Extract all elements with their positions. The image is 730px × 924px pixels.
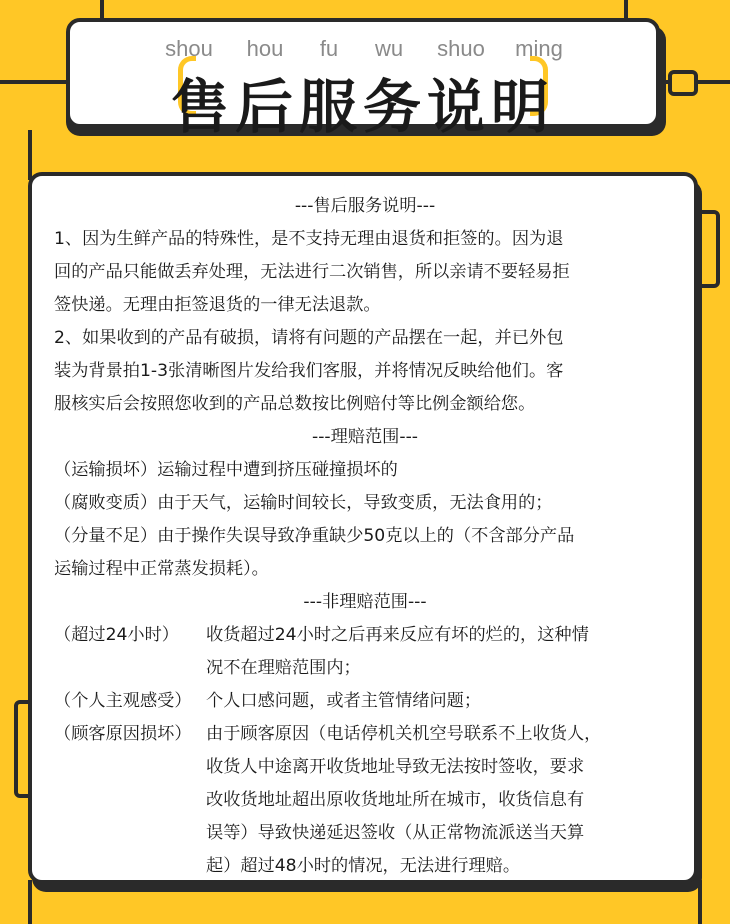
nonclaim-text-line: 误等）导致快递延迟签收（从正常物流派送当天算 xyxy=(206,823,585,843)
paragraph-1-line-2: 回的产品只能做丢弃处理，无法进行二次销售，所以亲请不要轻易拒 xyxy=(54,262,570,282)
page-title: 售后服务说明 xyxy=(170,73,555,141)
header-banner xyxy=(66,18,660,141)
pinyin-2: hou xyxy=(246,36,284,61)
nonclaim-text-line: 由于顾客原因（电话停机关机空号联系不上收货人， xyxy=(206,724,602,744)
frame-line-bottom-left xyxy=(28,880,32,924)
pinyin-5: shuo xyxy=(437,36,485,61)
pinyin-row xyxy=(70,36,656,62)
nonclaim-over-24h xyxy=(54,619,676,685)
pinyin-6: ming xyxy=(515,36,563,61)
nonclaim-tag: （超过24小时） xyxy=(54,625,179,645)
deco-handle-right-top xyxy=(668,70,698,96)
claim-transport-damage: （运输损坏）运输过程中遭到挤压碰撞损坏的 xyxy=(54,460,398,480)
paragraph-2-line-2: 装为背景拍1-3张清晰图片发给我们客服，并将情况反映给他们。客 xyxy=(54,361,564,381)
nonclaim-text-line: 况不在理赔范围内； xyxy=(206,658,361,678)
nonclaim-personal-taste xyxy=(54,685,676,718)
paragraph-1-line-3: 签快递。无理由拒签退货的一律无法退款。 xyxy=(54,295,381,315)
frame-line-left-outer xyxy=(28,130,32,180)
section-title-service: ---售后服务说明--- xyxy=(294,196,436,216)
claim-short-weight: （分量不足）由于操作失误导致净重缺少50克以上的（不含部分产品 xyxy=(54,526,575,546)
pinyin-3: fu xyxy=(319,36,339,61)
paragraph-2-line-3: 服核实后会按照您收到的产品总数按比例赔付等比例金额给您。 xyxy=(54,394,536,414)
content-card xyxy=(28,172,698,884)
claim-short-weight-cont: 运输过程中正常蒸发损耗）。 xyxy=(54,559,269,579)
frame-line-top-left xyxy=(0,80,70,84)
nonclaim-tag: （个人主观感受） xyxy=(54,691,192,711)
section-title-claims: ---理赔范围--- xyxy=(312,427,418,447)
nonclaim-text-line: 改收货地址超出原收货地址所在城市，收货信息有 xyxy=(206,790,585,810)
paragraph-2-line-1: 2、如果收到的产品有破损，请将有问题的产品摆在一起，并已外包 xyxy=(54,328,564,348)
nonclaim-customer-cause xyxy=(54,718,676,883)
claim-spoiled: （腐败变质）由于天气，运输时间较长，导致变质，无法食用的； xyxy=(54,493,553,513)
pinyin-1: shou xyxy=(165,36,213,61)
nonclaim-text-line: 个人口感问题，或者主管情绪问题； xyxy=(206,691,482,711)
section-title-nonclaims: ---非理赔范围--- xyxy=(303,592,427,612)
nonclaim-text-line: 起）超过48小时的情况，无法进行理赔。 xyxy=(206,856,521,876)
nonclaim-tag: （顾客原因损坏） xyxy=(54,724,192,744)
nonclaim-text-line: 收货人中途离开收货地址导致无法按时签收，要求 xyxy=(206,757,585,777)
nonclaim-text-line: 收货超过24小时之后再来反应有坏的烂的，这种情 xyxy=(206,625,589,645)
pinyin-4: wu xyxy=(374,36,404,61)
paragraph-1-line-1: 1、因为生鲜产品的特殊性，是不支持无理由退货和拒签的。因为退 xyxy=(54,229,564,249)
